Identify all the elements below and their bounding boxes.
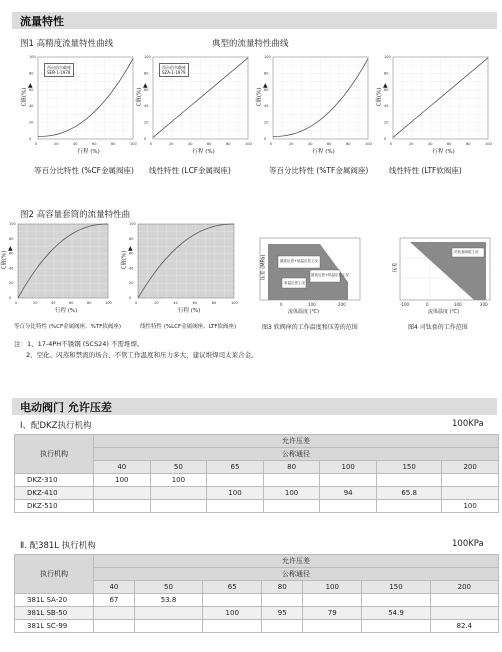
svg-text:40: 40	[73, 142, 78, 146]
chart-caption: 等百分比特性 (%CF金属阀座)	[34, 166, 134, 175]
svg-text:40: 40	[144, 104, 149, 109]
actuator-name: 381L SB-50	[15, 607, 94, 620]
arrow-up-icon: ▲	[8, 245, 13, 252]
pressure-cell: 79	[303, 607, 362, 620]
table-row	[15, 487, 499, 500]
svg-text:60: 60	[129, 251, 134, 256]
pressure-cell: 53.8	[134, 594, 202, 607]
dn-cell: 150	[376, 461, 441, 474]
table-header-row	[15, 435, 499, 448]
svg-text:60: 60	[9, 251, 14, 256]
svg-text:20: 20	[33, 301, 38, 305]
svg-text:0: 0	[9, 296, 12, 300]
svg-text:100: 100	[144, 55, 151, 59]
svg-text:40: 40	[264, 104, 269, 109]
pressure-table-dkz	[14, 434, 499, 513]
svg-text:100: 100	[384, 55, 391, 59]
svg-text:60: 60	[92, 142, 97, 146]
chart-xlabel: 行程 (%)	[178, 308, 201, 314]
dn-cell: 200	[430, 581, 498, 594]
fig1-subtitle: 典型的流量特性曲线	[212, 39, 289, 49]
svg-text:100: 100	[245, 142, 252, 146]
pressure-cell	[376, 500, 441, 513]
table-row	[15, 620, 499, 633]
actuator-name: DKZ-310	[15, 474, 94, 487]
actuator-name: DKZ-410	[15, 487, 94, 500]
chart-xlabel: 行程 (%)	[77, 149, 100, 155]
svg-text:0: 0	[264, 137, 267, 141]
svg-text:0: 0	[144, 137, 147, 141]
svg-text:100: 100	[105, 301, 112, 305]
pressure-table-381l	[14, 554, 499, 633]
pressure-cell	[262, 620, 303, 633]
header-dn: 公称通径	[94, 568, 499, 581]
table-row	[15, 607, 499, 620]
dn-cell: 80	[263, 461, 320, 474]
svg-text:-100: -100	[400, 302, 410, 307]
pressure-cell	[262, 594, 303, 607]
svg-text:80: 80	[129, 236, 134, 241]
svg-text:40: 40	[428, 142, 433, 146]
dn-cell: 100	[303, 581, 362, 594]
svg-text:0: 0	[150, 142, 153, 146]
svg-text:200: 200	[338, 302, 346, 307]
svg-text:100: 100	[129, 222, 136, 226]
table1-unit: 100KPa	[452, 419, 484, 429]
svg-text:20: 20	[129, 281, 134, 286]
flow-chart-2	[136, 55, 252, 155]
flow-chart-3	[256, 55, 372, 155]
table-row	[15, 594, 499, 607]
svg-text:40: 40	[29, 104, 34, 109]
pressure-cell: 100	[263, 487, 320, 500]
pressure-cell	[442, 474, 499, 487]
svg-text:40: 40	[308, 142, 313, 146]
fig3-chart	[260, 238, 360, 315]
pressure-cell	[94, 620, 135, 633]
dn-cell: 65	[207, 461, 264, 474]
pressure-cell	[442, 487, 499, 500]
table2-unit: 100KPa	[452, 539, 484, 549]
svg-text:80: 80	[87, 301, 92, 305]
svg-text:60: 60	[192, 301, 198, 305]
actuator-name: DKZ-510	[15, 500, 94, 513]
pressure-cell: 100	[207, 487, 264, 500]
svg-text:60: 60	[327, 142, 332, 146]
svg-text:0: 0	[426, 302, 429, 307]
flow-chart-1	[21, 55, 137, 155]
svg-text:0: 0	[29, 137, 32, 141]
chart-ylabel: C值(%)	[376, 87, 383, 107]
pressure-cell	[430, 594, 498, 607]
dn-cell: 200	[442, 461, 499, 474]
svg-text:40: 40	[384, 104, 389, 109]
svg-text:80: 80	[226, 142, 231, 146]
pressure-cell	[263, 500, 320, 513]
section-header-flow	[12, 12, 497, 29]
svg-text:80: 80	[111, 142, 116, 146]
legend-line: 西台伯尔截座	[162, 65, 186, 70]
fig2-title: 图2 高容量套筒的流量特性曲	[20, 210, 131, 220]
pressure-cell	[303, 594, 362, 607]
svg-text:20: 20	[409, 142, 414, 146]
fig1-title: 图1 高精度流量特性曲线	[20, 39, 114, 49]
svg-text:0: 0	[135, 301, 138, 305]
dn-cell: 50	[150, 461, 207, 474]
svg-text:20: 20	[144, 120, 149, 125]
svg-text:0: 0	[15, 301, 18, 305]
header-dn: 公称通径	[94, 448, 499, 461]
chart-ylabel: C值(%)	[21, 87, 28, 107]
svg-text:40: 40	[173, 301, 178, 305]
chart-caption: 等百分比特性 (%CF金属阀座、%TF软阀座)	[14, 324, 122, 330]
header-actuator: 执行机构	[15, 435, 94, 474]
chart-xlabel: 行程 (%)	[192, 149, 215, 155]
arrow-up-icon: ▲	[263, 82, 268, 89]
svg-text:40: 40	[9, 266, 14, 271]
pressure-cell	[134, 620, 202, 633]
chart-ylabel: C值(%)	[1, 250, 8, 270]
chart-xlabel: 行程 (%)	[55, 308, 78, 314]
arrow-up-icon: ▲	[28, 82, 33, 89]
pressure-cell	[203, 594, 262, 607]
pressure-cell	[203, 620, 262, 633]
svg-text:100: 100	[231, 301, 238, 305]
svg-text:100: 100	[454, 302, 462, 307]
dn-cell: 40	[94, 461, 151, 474]
svg-text:20: 20	[154, 301, 159, 305]
pressure-cell: 82.4	[430, 620, 498, 633]
pressure-cell: 67	[94, 594, 135, 607]
table-header-row	[15, 555, 499, 568]
svg-text:60: 60	[207, 142, 212, 146]
pressure-cell: 54.9	[362, 607, 430, 620]
pressure-cell	[94, 500, 151, 513]
svg-text:20: 20	[169, 142, 174, 146]
table1-title: Ⅰ、配DKZ执行机构	[20, 421, 92, 431]
header-pressure: 允许压差	[94, 435, 499, 448]
fig4-region: 司钛套阀座工况	[454, 250, 479, 254]
pressure-cell	[362, 620, 430, 633]
chart-xlabel: 行程 (%)	[312, 149, 335, 155]
fig3-region2: 最高压差+常温压差工况	[311, 273, 349, 277]
note-2: 2、空化、闪蒸和禁流的场合，不管工作温度和压力多大，建议堆焊司太莱合金。	[26, 351, 258, 359]
svg-text:20: 20	[9, 281, 14, 286]
arrow-up-icon: ▲	[128, 245, 133, 252]
svg-text:80: 80	[346, 142, 351, 146]
svg-text:0: 0	[280, 302, 283, 307]
svg-text:80: 80	[466, 142, 471, 146]
svg-text:80: 80	[29, 71, 34, 76]
pressure-cell	[320, 500, 377, 513]
svg-text:100: 100	[130, 142, 137, 146]
legend-line: 西台伯尔截座	[47, 65, 71, 70]
dn-cell: 40	[94, 581, 135, 594]
pressure-cell: 94	[320, 487, 377, 500]
fig4-ylabel: 压差	[392, 262, 399, 273]
chart-ylabel: C值(%)	[136, 87, 143, 107]
pressure-cell	[376, 474, 441, 487]
chart-xlabel: 行程 (%)	[432, 149, 455, 155]
svg-text:80: 80	[264, 71, 269, 76]
pressure-cell	[150, 487, 207, 500]
legend-line: SZA-1-1979	[162, 70, 186, 75]
fig3-ylabel: 压差 (MPa)	[260, 254, 267, 281]
svg-text:0: 0	[270, 142, 273, 146]
pressure-cell	[207, 474, 264, 487]
legend-line: SEB-1-1978	[47, 70, 71, 75]
svg-text:60: 60	[29, 87, 34, 92]
dn-cell: 80	[262, 581, 303, 594]
svg-text:20: 20	[264, 120, 269, 125]
svg-text:60: 60	[69, 301, 74, 305]
svg-text:40: 40	[129, 266, 134, 271]
arrow-up-icon: ▲	[383, 82, 388, 89]
pressure-cell	[150, 500, 207, 513]
pressure-cell	[263, 474, 320, 487]
arrow-up-icon: ▲	[143, 82, 148, 89]
section-title: 电动阀门 允许压差	[20, 401, 112, 414]
actuator-name: 381L SC-99	[15, 620, 94, 633]
svg-text:100: 100	[264, 55, 271, 59]
svg-text:20: 20	[289, 142, 294, 146]
chart-caption: 等百分比特性 (%TF金属阀座)	[269, 166, 369, 175]
pressure-cell: 100	[442, 500, 499, 513]
table-row	[15, 500, 499, 513]
actuator-name: 381L SA-20	[15, 594, 94, 607]
header-actuator: 执行机构	[15, 555, 94, 594]
pressure-cell	[94, 607, 135, 620]
chart-legend	[159, 63, 189, 77]
pressure-cell	[362, 594, 430, 607]
fig4-xlabel: 流体温度 (℃)	[428, 309, 460, 315]
svg-text:80: 80	[384, 71, 389, 76]
svg-text:80: 80	[144, 71, 149, 76]
svg-text:40: 40	[188, 142, 193, 146]
pressure-cell	[303, 620, 362, 633]
svg-text:60: 60	[384, 87, 389, 92]
svg-text:60: 60	[264, 87, 269, 92]
fig3-region3: 常温压差工况	[284, 281, 305, 285]
pressure-cell	[207, 500, 264, 513]
chart-ylabel: C值(%)	[121, 250, 128, 270]
chart-caption: 线性特性 (LTF软阀座)	[389, 166, 462, 175]
dn-cell: 100	[320, 461, 377, 474]
chart-legend	[44, 63, 74, 77]
pressure-cell: 100	[150, 474, 207, 487]
pressure-cell	[134, 607, 202, 620]
svg-text:100: 100	[29, 55, 36, 59]
svg-text:100: 100	[485, 142, 492, 146]
table2-title: Ⅱ. 配381L 执行机构	[20, 541, 96, 551]
table-row	[15, 474, 499, 487]
svg-text:0: 0	[35, 142, 38, 146]
svg-text:20: 20	[384, 120, 389, 125]
svg-text:100: 100	[365, 142, 372, 146]
sleeve-chart-equal	[1, 222, 112, 314]
fig3-xlabel: 流体温度 (℃)	[288, 309, 320, 315]
svg-text:80: 80	[211, 301, 217, 305]
chart-ylabel: C值(%)	[256, 87, 263, 107]
svg-text:60: 60	[447, 142, 452, 146]
section-header-pressure	[12, 398, 497, 415]
svg-text:0: 0	[390, 142, 393, 146]
section-title: 流量特性	[20, 15, 64, 28]
pressure-cell: 95	[262, 607, 303, 620]
svg-text:20: 20	[29, 120, 34, 125]
svg-text:0: 0	[129, 296, 132, 300]
svg-text:100: 100	[308, 302, 316, 307]
fig4-caption: 图4 司钛套的工作范围	[408, 324, 468, 331]
pressure-cell: 65.8	[376, 487, 441, 500]
pressure-cell	[94, 487, 151, 500]
svg-text:0: 0	[384, 137, 387, 141]
pressure-cell: 100	[94, 474, 151, 487]
dn-cell: 150	[362, 581, 430, 594]
fig3-caption: 图3 软阀座的工作温度和压差的范围	[262, 324, 358, 331]
chart-caption: 线性特性 (LCF金属阀座)	[149, 166, 231, 175]
svg-text:20: 20	[54, 142, 59, 146]
chart-caption: 线性特性 (%LCF金属阀座、LTF软阀座)	[140, 324, 237, 330]
pressure-cell	[430, 607, 498, 620]
svg-text:100: 100	[9, 222, 16, 226]
svg-text:60: 60	[144, 87, 149, 92]
fig4-chart	[392, 238, 490, 315]
dn-cell: 65	[203, 581, 262, 594]
pressure-cell: 100	[203, 607, 262, 620]
fig3-region1: 最高压差+常温压差工况	[280, 259, 318, 263]
header-pressure: 允许压差	[94, 555, 499, 568]
svg-text:40: 40	[51, 301, 56, 305]
sleeve-chart-linear	[121, 222, 238, 314]
note-1: 注：1、17-4PH不锈钢 (SCS24) 不需堆焊。	[14, 340, 144, 348]
pressure-cell	[320, 474, 377, 487]
flow-chart-4	[376, 55, 492, 155]
svg-text:200: 200	[480, 302, 488, 307]
svg-text:80: 80	[9, 236, 14, 241]
dn-cell: 50	[134, 581, 202, 594]
